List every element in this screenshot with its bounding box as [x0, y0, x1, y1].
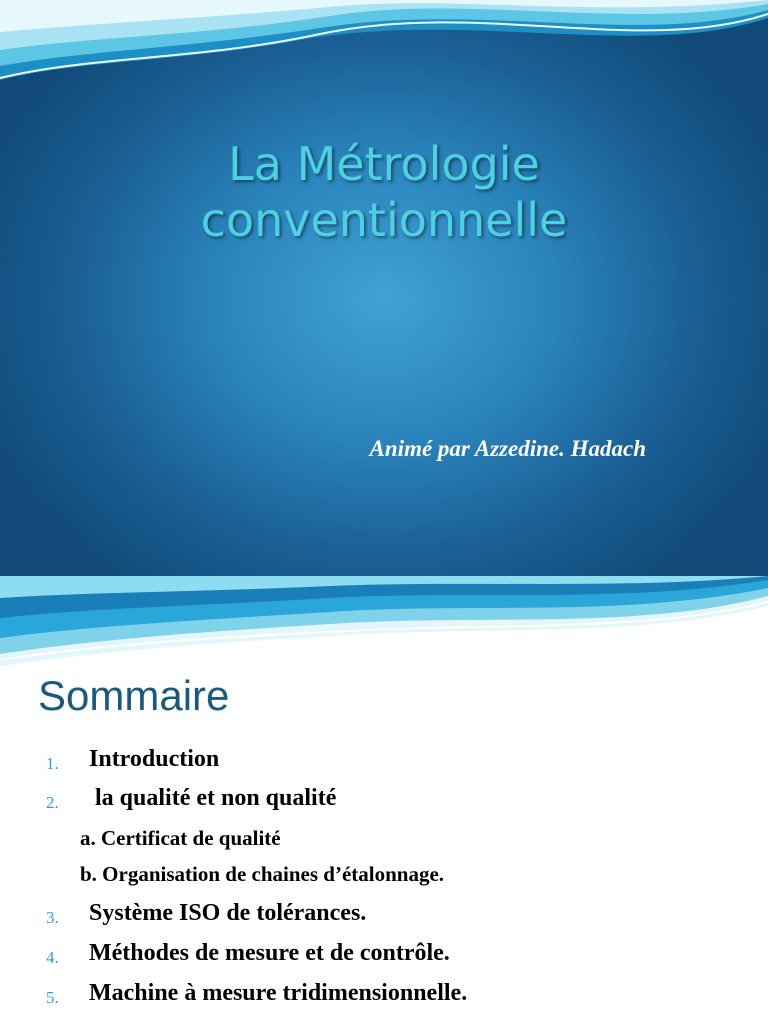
decorative-wave-banner — [0, 576, 768, 668]
summary-slide — [0, 576, 768, 1024]
list-item-text: a. Certificat de qualité — [80, 826, 281, 850]
list-item-number: 4. — [46, 948, 59, 967]
slide-title — [84, 136, 684, 248]
list-item-text: b. Organisation de chaines d’étalonnage. — [80, 862, 445, 886]
list-item-number: 1. — [46, 754, 59, 773]
list-item-number: 3. — [46, 908, 59, 927]
list-item-text: la qualité et non qualité — [89, 785, 337, 811]
slide-title-line-2: conventionnelle — [200, 193, 568, 247]
presenter-credit: Animé par Azzedine. Hadach — [369, 436, 646, 461]
decorative-wave-banner — [0, 0, 768, 95]
slide-title-line-1: La Métrologie — [228, 137, 540, 191]
list-item-text: Système ISO de tolérances. — [89, 900, 367, 926]
list-item-number: 2. — [46, 793, 59, 812]
list-item-text: Méthodes de mesure et de contrôle. — [89, 940, 450, 966]
list-item-number: 5. — [46, 988, 59, 1007]
section-heading: Sommaire — [38, 672, 230, 719]
list-item-text: Introduction — [89, 746, 220, 772]
list-item-text: Machine à mesure tridimensionnelle. — [89, 980, 468, 1006]
